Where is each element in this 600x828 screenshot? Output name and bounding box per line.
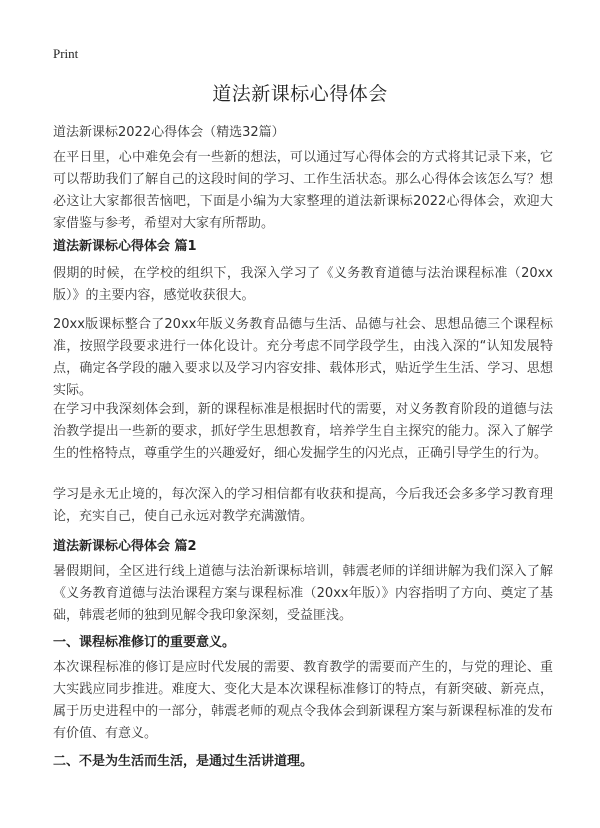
section2-paragraph-1: 暑假期间，全区进行线上道德与法治新课标培训，韩震老师的详细讲解为我们深入了解《义务教育道德与法治课程方案与课程标准（20xx年版）》内容指明了方向、奠定了基础，韩震老师的独到见解令我印象深刻，受益匪浅。 xyxy=(53,564,553,623)
print-link[interactable]: Print xyxy=(53,46,79,61)
section2-subheading-2: 二、不是为生活而生活，是通过生活讲道理。 xyxy=(53,754,314,769)
section2-heading: 道法新课标心得体会 篇2 xyxy=(53,539,197,554)
section1-paragraph-1: 假期的时候，在学校的组织下，我深入学习了《义务教育道德与法治课程标准（20xx版）》的主要内容，感觉收获很大。 xyxy=(53,266,553,303)
page-title: 道法新课标心得体会 xyxy=(212,83,388,105)
section1-heading: 道法新课标心得体会 篇1 xyxy=(53,239,197,254)
intro-paragraph: 在平日里，心中难免会有一些新的想法，可以通过写心得体会的方式将其记录下来，它可以帮助我们了解自己的这段时间的学习、工作生活状态。那么心得体会该怎么写？想必这让大家都很苦恼吧，下面是小编为大家整理的道法新课标2022心得体会，欢迎大家借鉴与参考，希望对大家有所帮助。 xyxy=(53,150,553,231)
section1-paragraph-4: 学习是永无止境的，每次深入的学习相信都有收获和提高，今后我还会多多学习教育理论，充实自己，使自己永远对教学充满激情。 xyxy=(53,487,553,524)
section2-subheading-1: 一、课程标准修订的重要意义。 xyxy=(53,635,236,650)
section2-subparagraph-1: 本次课程标准的修订是应时代发展的需要、教育教学的需要而产生的，与党的理论、重大实践应同步推进。难度大、变化大是本次课程标准修订的特点，有新突破、新亮点，属于历史进程中的一部分，韩震老师的观点令我体会到新课程方案与新课程标准的发布有价值、有意义。 xyxy=(53,660,553,741)
document-subtitle: 道法新课标2022心得体会（精选32篇） xyxy=(53,125,285,140)
section1-paragraph-3: 在学习中我深刻体会到，新的课程标准是根据时代的需要，对义务教育阶段的道德与法治教学提出一些新的要求，抓好学生思想教育，培养学生自主探究的能力。深入了解学生的性格特点，尊重学生的兴趣爱好，细心发掘学生的闪光点，正确引导学生的行为。 xyxy=(53,402,553,461)
section1-paragraph-2: 20xx版课标整合了20xx年版义务教育品德与生活、品德与社会、思想品德三个课程标准，按照学段要求进行一体化设计。充分考虑不同学段学生，由浅入深的“认知发展特点，确定各学段的融入要求以及学习内容安排、载体形式，贴近学生生活、学习、思想实际。 xyxy=(53,317,553,398)
